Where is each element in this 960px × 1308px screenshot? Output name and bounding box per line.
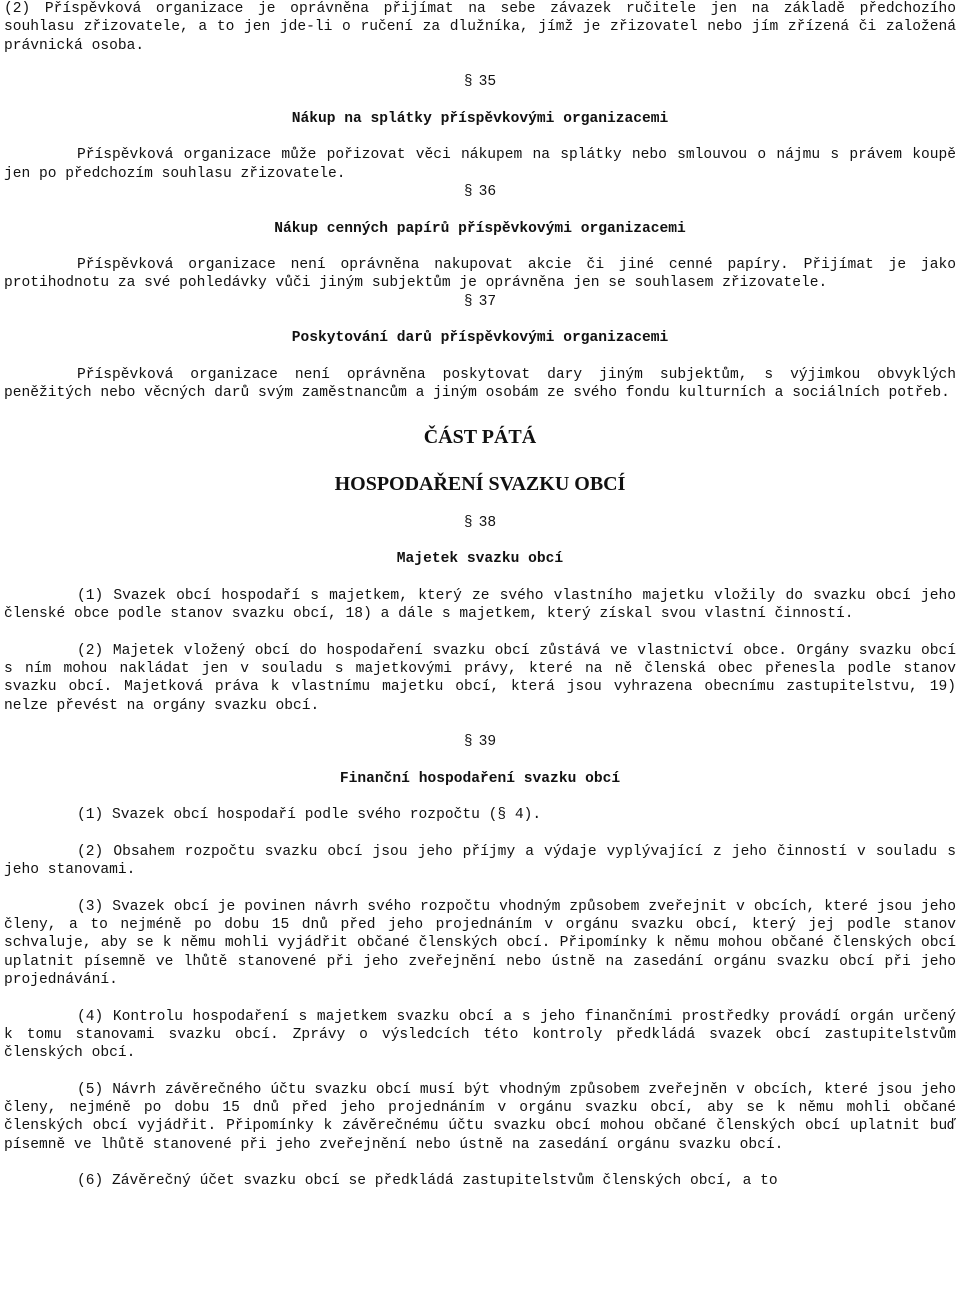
- section-number: [4, 73, 956, 91]
- section-sign: §: [463, 74, 473, 91]
- section-title: Nákup na splátky příspěvkovými organizacemi: [291, 110, 669, 127]
- part-heading: ČÁST PÁTÁ: [423, 425, 537, 448]
- paragraph: (6) Závěrečný účet svazku obcí se předkládá zastupitelstvům členských obcí, a to: [77, 1173, 778, 1190]
- section-number-value: 37: [478, 293, 497, 310]
- paragraph: Příspěvková organizace není oprávněna poskytovat dary jiným subjektům, s výjimkou obvyklých peněžitých nebo věcných darů svým zaměstnancům a jiným osobám ze svého fondu kulturních a sociálních potřeb.: [4, 366, 956, 402]
- section-number: [4, 293, 956, 311]
- paragraph: (4) Kontrolu hospodaření s majetkem svazku obcí a s jeho finančními prostředky provádí orgán určený k tomu stanovami svazku obcí. Zprávy o výsledcích této kontroly předkládá svazek obcí zastupitelstvům členských obcí.: [4, 1008, 956, 1062]
- section-title: Majetek svazku obcí: [396, 551, 564, 568]
- paragraph: Příspěvková organizace může pořizovat věci nákupem na splátky nebo smlouvou o nájmu s právem koupě jen po předchozím souhlasu zřizovatele.: [4, 147, 956, 182]
- paragraph: (1) Svazek obcí hospodaří s majetkem, který ze svého vlastního majetku vložily do svazku obcí jeho členské obce podle stanov svazku obcí, 18) a dále s majetkem, který získal svou vlastní činností.: [4, 587, 956, 623]
- section-number-value: 35: [478, 74, 497, 91]
- section-number-value: 36: [478, 183, 497, 200]
- section-sign: §: [463, 514, 473, 531]
- paragraph: (2) Obsahem rozpočtu svazku obcí jsou jeho příjmy a výdaje vyplývající z jeho činností v souladu s jeho stanovami.: [4, 843, 956, 879]
- paragraph: (3) Svazek obcí je povinen návrh svého rozpočtu vhodným způsobem zveřejnit v obcích, které jsou jeho členy, a to nejméně po dobu 15 dnů před jeho projednáním v orgánu svazku obcí, který jej podle stanov schvaluje, aby se k němu mohli vyjádřit občané členských obcí. Připomínky k němu mohou občané členských obcí uplatnit písemně ve lhůtě stanovené při jeho zveřejnění nebo ústně na zasedání orgánu svazku obcí při jeho projednávání.: [4, 898, 956, 988]
- section-title: Finanční hospodaření svazku obcí: [339, 770, 621, 787]
- section-title: Poskytování darů příspěvkovými organizacemi: [291, 330, 669, 347]
- section-sign: §: [463, 734, 473, 751]
- paragraph: (2) Příspěvková organizace je oprávněna přijímat na sebe závazek ručitele jen na základě předchozího souhlasu zřizovatele, a to jen jde-li o ručení za dlužníka, jímž je zřizovatel nebo jím zřízená či založená právnická osoba.: [4, 1, 956, 54]
- section-sign: §: [463, 183, 473, 200]
- section-title: Nákup cenných papírů příspěvkovými organizacemi: [274, 220, 686, 237]
- document-page: [4, 0, 956, 1191]
- section-number: [4, 733, 956, 751]
- section-number-value: 38: [478, 514, 497, 531]
- paragraph: (1) Svazek obcí hospodaří podle svého rozpočtu (§ 4).: [77, 807, 542, 824]
- part-title: HOSPODAŘENÍ SVAZKU OBCÍ: [334, 472, 626, 495]
- section-number-value: 39: [478, 734, 497, 751]
- paragraph: Příspěvková organizace není oprávněna nakupovat akcie či jiné cenné papíry. Přijímat je jako protihodnotu za své pohledávky vůči jiným subjektům je oprávněna jen se souhlasem zřizovatele.: [4, 257, 956, 292]
- section-sign: §: [463, 293, 473, 310]
- section-number: [4, 183, 956, 201]
- paragraph: (2) Majetek vložený obcí do hospodaření svazku obcí zůstává ve vlastnictví obce. Orgány svazku obcí s ním mohou nakládat jen v souladu s majetkovými právy, které na ně členská obec přenesla podle stanov svazku obcí. Majetková práva k vlastnímu majetku obcí, která jsou vyhrazena obecnímu zastupitelstvu, 19) nelze převést na orgány svazku obcí.: [4, 642, 956, 714]
- paragraph: (5) Návrh závěrečného účtu svazku obcí musí být vhodným způsobem zveřejněn v obcích, které jsou jeho členy, nejméně po dobu 15 dnů před jeho projednáním v orgánu svazku obcí, aby se k němu mohli občané členských obcí vyjádřit. Připomínky k závěrečnému účtu svazku obcí mohou občané členských obcí uplatnit buď písemně ve lhůtě stanovené při jeho zveřejnění nebo ústně na zasedání orgánu svazku obcí.: [4, 1081, 956, 1153]
- section-number: [4, 514, 956, 532]
